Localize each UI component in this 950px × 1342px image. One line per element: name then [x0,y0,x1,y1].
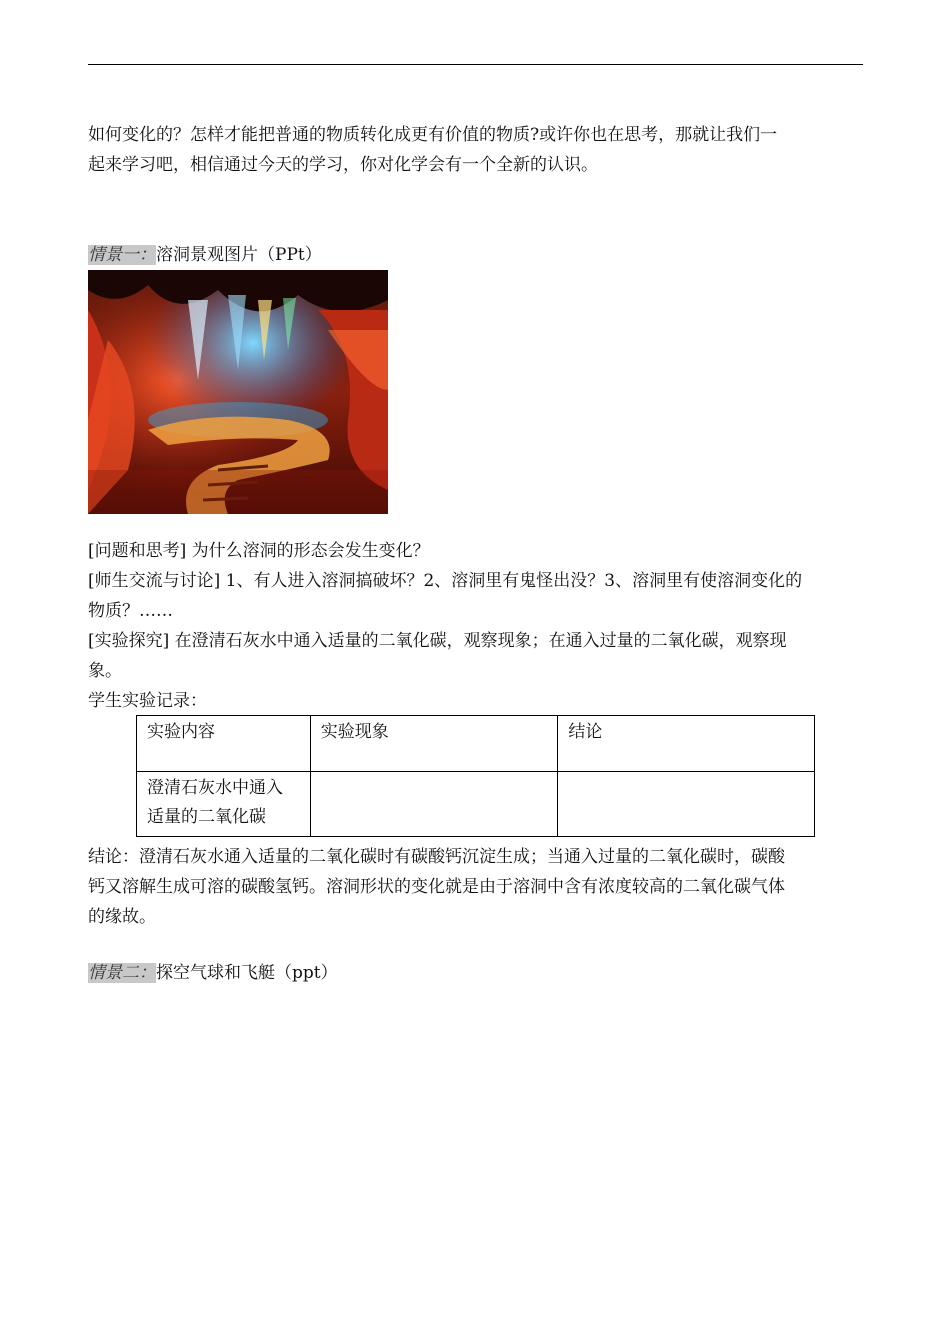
conclusion-line-3: 的缘故。 [88,907,156,927]
experiment-line-2: 象。 [88,661,122,681]
cell-phenomenon[interactable] [310,772,558,837]
intro-line-1: 如何变化的？怎样才能把普通的物质转化成更有价值的物质?或许你也在思考，那就让我们一 [88,125,778,145]
experiment-paragraph [88,626,863,686]
scene-two-label: 情景二： [88,963,156,983]
karst-cave-photo [88,270,388,514]
table-row [137,772,815,837]
experiment-record-table [136,715,815,837]
cell-conclusion[interactable] [558,772,815,837]
header-phenomenon: 实验现象 [310,716,558,772]
experiment-line-1: [实验探究] 在澄清石灰水中通入适量的二氧化碳，观察现象；在通入过量的二氧化碳，观察现 [88,631,787,651]
scene-two-heading [88,958,863,988]
scene-one-title: 溶洞景观图片（PPt） [156,245,322,265]
scene-one-label: 情景一： [88,245,156,265]
conclusion-line-1: 结论：澄清石灰水通入适量的二氧化碳时有碳酸钙沉淀生成；当通入过量的二氧化碳时，碳酸 [88,847,785,867]
header-conclusion: 结论 [558,716,815,772]
header-rule [88,64,863,65]
cell-content-line-2: 适量的二氧化碳 [147,807,266,827]
record-label: 学生实验记录： [88,691,207,711]
intro-paragraph [88,120,863,180]
question-line: [问题和思考] 为什么溶洞的形态会发生变化？ [88,541,430,561]
scene-one-heading [88,240,863,270]
cell-content [137,772,311,837]
header-content: 实验内容 [137,716,311,772]
conclusion-line-2: 钙又溶解生成可溶的碳酸氢钙。溶洞形状的变化就是由于溶洞中含有浓度较高的二氧化碳气体 [88,877,785,897]
conclusion-paragraph [88,842,863,932]
discussion-line-2: 物质？…… [88,601,173,621]
discussion-paragraph [88,566,863,626]
cell-content-line-1: 澄清石灰水中通入 [147,778,283,798]
intro-line-2: 起来学习吧，相信通过今天的学习，你对化学会有一个全新的认识。 [88,155,598,175]
scene-two-title: 探空气球和飞艇（ppt） [156,963,338,983]
table-header-row [137,716,815,772]
discussion-line-1: [师生交流与讨论] 1、有人进入溶洞搞破坏？2、溶洞里有鬼怪出没？3、溶洞里有使溶洞变化的 [88,571,803,591]
